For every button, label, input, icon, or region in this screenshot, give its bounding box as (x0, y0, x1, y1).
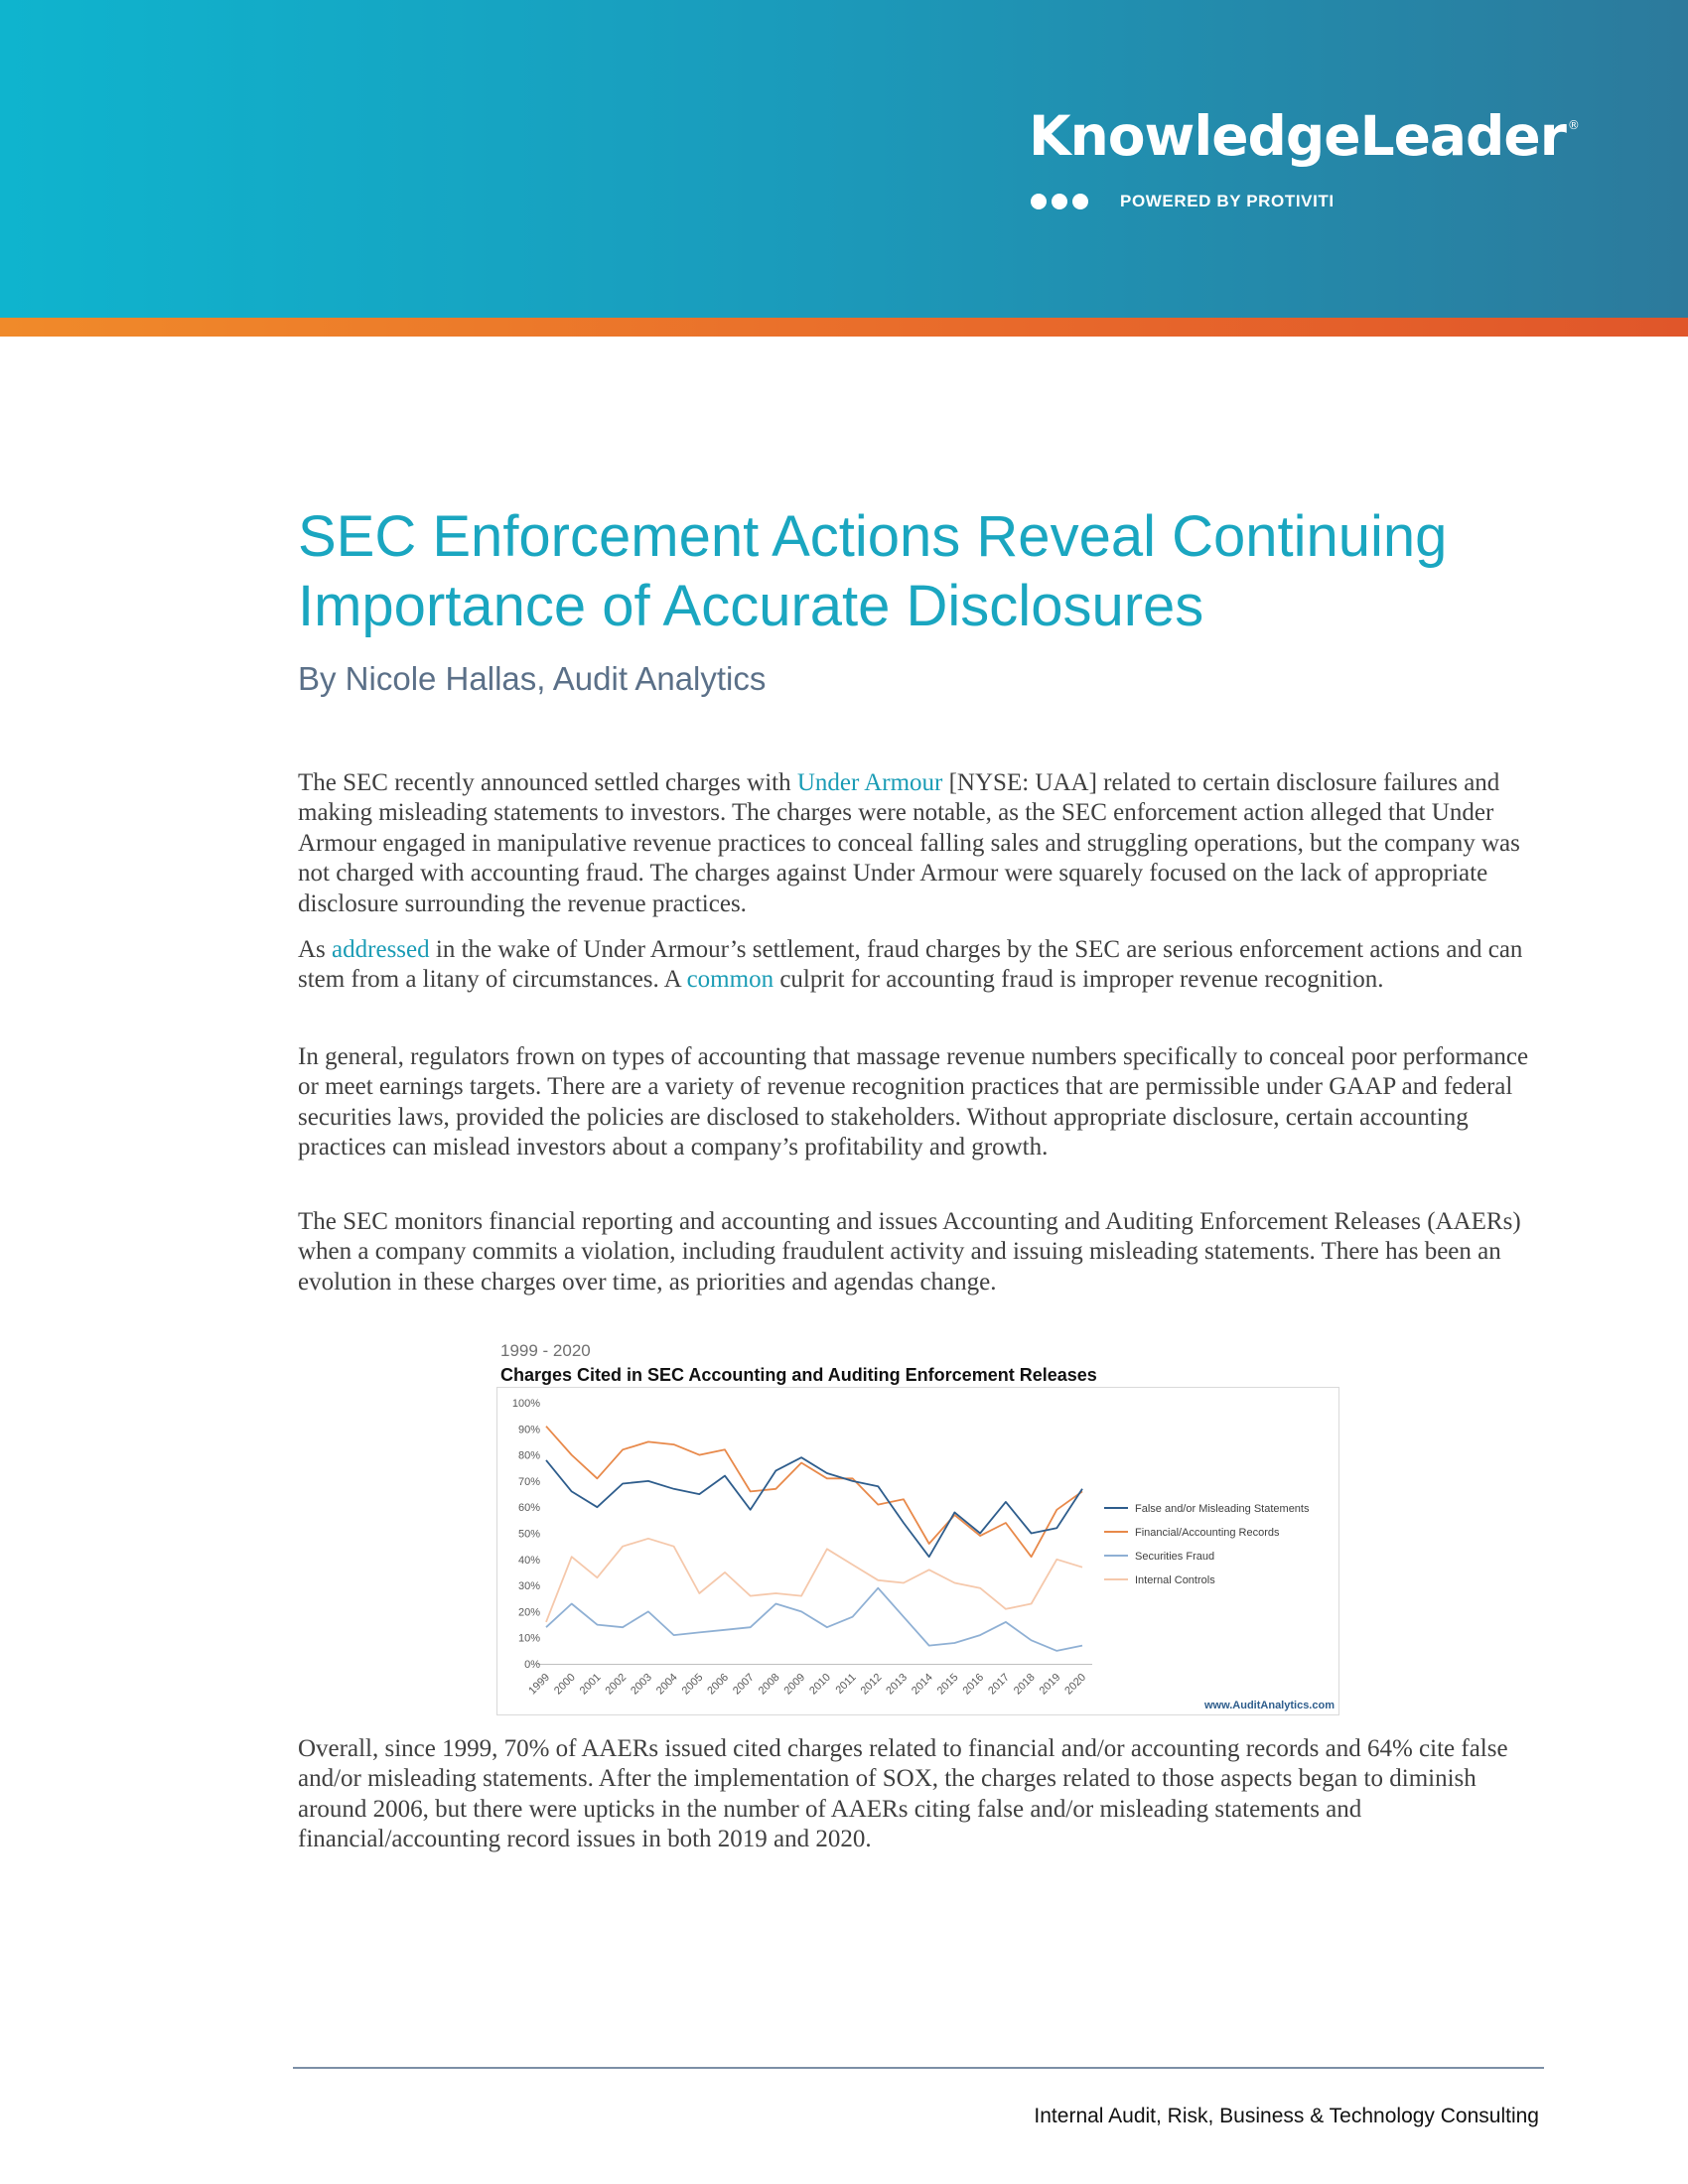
article-title: SEC Enforcement Actions Reveal Continuing Importance of Accurate Disclosures (298, 504, 1448, 638)
x-tick-label: 2013 (884, 1671, 911, 1698)
brand-tagline: POWERED BY PROTIVITI (1120, 192, 1335, 210)
y-tick-label: 80% (517, 1449, 540, 1462)
x-tick-label: 2001 (577, 1671, 604, 1698)
y-tick-label: 40% (517, 1554, 540, 1567)
y-tick-label: 70% (517, 1475, 540, 1488)
link-under-armour[interactable]: Under Armour (796, 769, 943, 796)
chart-title: Charges Cited in SEC Accounting and Auditing Enforcement Releases (500, 1365, 1097, 1385)
x-tick-label: 2004 (653, 1671, 680, 1698)
x-tick-label: 2007 (731, 1671, 757, 1698)
article-byline: By Nicole Hallas, Audit Analytics (298, 660, 767, 697)
y-tick-label: 10% (517, 1632, 540, 1645)
x-tick-label: 2014 (910, 1671, 935, 1698)
chart-subtitle: 1999 - 2020 (500, 1341, 591, 1360)
paragraph-2: As addressed in the wake of Under Armour’s settlement, fraud charges by the SEC are serious enforcement actions and can stem from a litany of circumstances. A common culprit for accounting fraud is improper revenue recognition. (298, 936, 1523, 994)
x-tick-label: 2020 (1062, 1671, 1089, 1698)
link-addressed[interactable]: addressed (332, 936, 430, 963)
y-tick-label: 50% (517, 1528, 540, 1541)
paragraph-1: The SEC recently announced settled charges with Under Armour [NYSE: UAA] related to certain disclosure failures and making misleading statements to investors. The charges were notable, as the SEC enforcement action alleged that Under Armour engaged in manipulative revenue practices to conceal falling sales and struggling operations, but the company was not charged with accounting fraud. The charges against Under Armour were squarely focused on the lack of appropriate disclosure surrounding the revenue practices. (298, 769, 1520, 917)
y-tick-label: 60% (517, 1502, 540, 1515)
x-tick-label: 2011 (833, 1671, 859, 1697)
legend-label: Internal Controls (1135, 1574, 1215, 1586)
paragraph-5: Overall, since 1999, 70% of AAERs issued cited charges related to financial and/or accounting records and 64% cite false and/or misleading statements. After the implementation of SOX, the charges related to those aspects began to diminish around 2006, but there were upticks in the number of AAERs citing false and/or misleading statements and financial/accounting record issues in both 2019 and 2020. (298, 1735, 1508, 1853)
footer-text: Internal Audit, Risk, Business & Technology Consulting (1034, 2105, 1539, 2127)
brand-logo: KnowledgeLeader ® (1029, 104, 1579, 168)
x-tick-label: 2019 (1037, 1671, 1063, 1698)
y-tick-label: 100% (511, 1398, 540, 1410)
chart-source: www.AuditAnalytics.com (1203, 1700, 1335, 1711)
y-tick-label: 20% (517, 1606, 540, 1619)
chart-canvas (496, 1387, 1340, 1718)
line-chart (496, 1341, 1340, 1718)
legend-label: False and/or Misleading Statements (1135, 1503, 1310, 1515)
y-tick-label: 30% (517, 1580, 540, 1593)
x-tick-label: 2003 (629, 1671, 654, 1698)
x-tick-label: 2016 (960, 1671, 987, 1698)
legend-label: Financial/Accounting Records (1135, 1527, 1280, 1539)
header-banner (0, 0, 1688, 318)
y-tick-label: 0% (524, 1659, 540, 1671)
x-tick-label: 2000 (552, 1671, 578, 1698)
x-tick-label: 2009 (781, 1671, 808, 1698)
x-tick-label: 2002 (603, 1671, 630, 1698)
x-tick-label: 2017 (986, 1671, 1012, 1698)
paragraph-4: The SEC monitors financial reporting and accounting and issues Accounting and Auditing Enforcement Releases (AAERs) when a company commits a violation, including fraudulent activity and issuing misleading statements. There has been an evolution in these charges over time, as priorities and agendas change. (298, 1208, 1521, 1296)
x-tick-label: 2015 (934, 1671, 961, 1698)
x-tick-label: 2012 (858, 1671, 885, 1698)
y-tick-label: 90% (517, 1424, 540, 1436)
brand-dots-icon (1031, 194, 1093, 211)
link-common[interactable]: common (686, 966, 774, 994)
x-tick-label: 2005 (679, 1671, 706, 1698)
x-tick-label: 1999 (526, 1671, 553, 1698)
footer-divider (293, 2067, 1544, 2069)
legend-label: Securities Fraud (1135, 1551, 1215, 1563)
x-tick-label: 2006 (705, 1671, 732, 1698)
x-tick-label: 2010 (807, 1671, 833, 1698)
accent-bar (0, 318, 1688, 337)
paragraph-3: In general, regulators frown on types of accounting that massage revenue numbers specifically to conceal poor performance or meet earnings targets. There are a variety of revenue recognition practices that are permissible under GAAP and federal securities laws, provided the policies are disclosed to stakeholders. Without appropriate disclosure, certain accounting practices can mislead investors about a company’s profitability and growth. (298, 1043, 1529, 1161)
x-tick-label: 2008 (756, 1671, 782, 1698)
x-tick-label: 2018 (1011, 1671, 1038, 1698)
